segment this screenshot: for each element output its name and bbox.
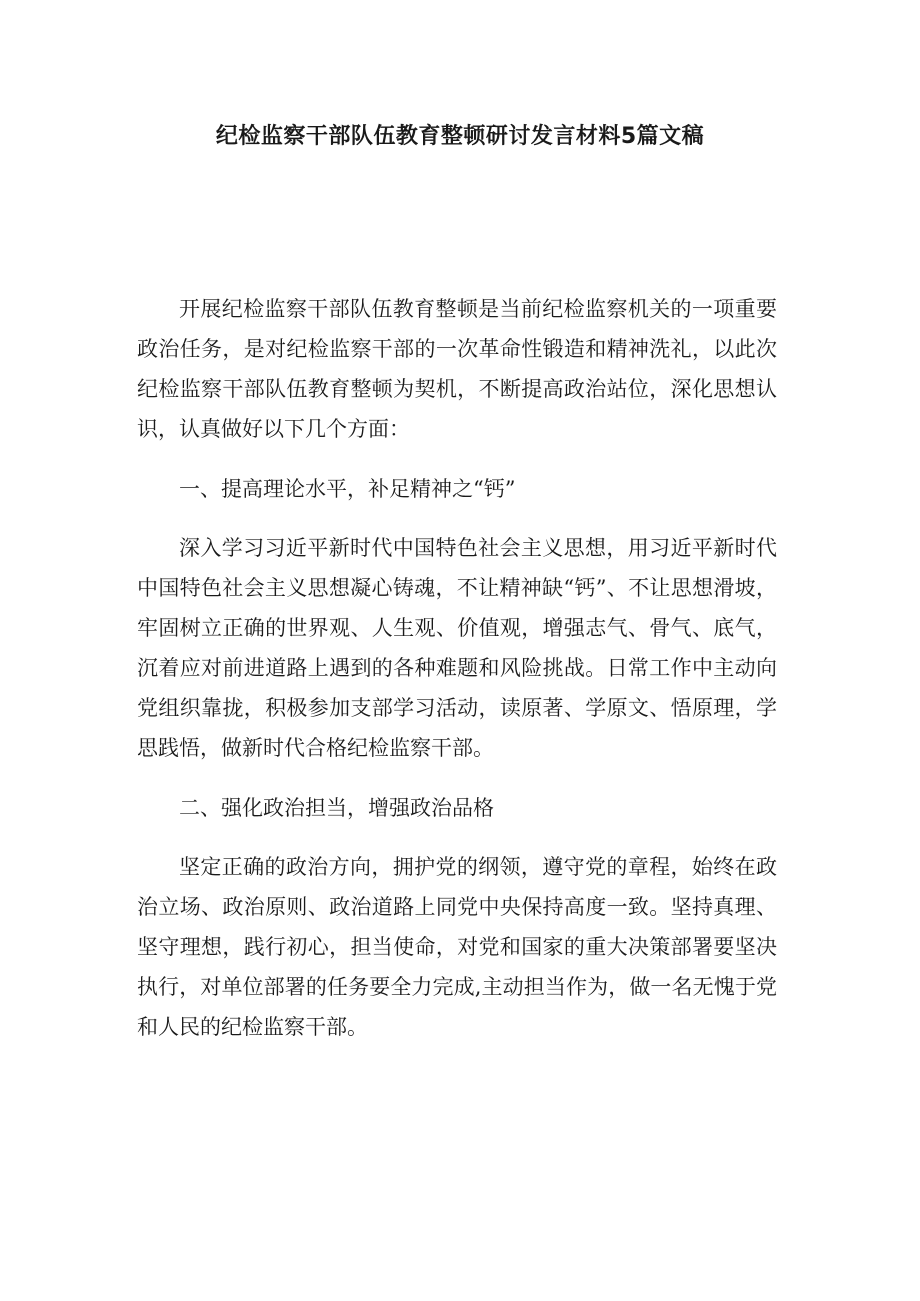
section-paragraph-2: 坚定正确的政治方向，拥护党的纲领，遵守党的章程，始终在政治立场、政治原则、政治道路上同党中央保持高度一致。坚持真理、坚守理想，践行初心，担当使命，对党和国家的重大决策部署要坚决执行，对单位部署的任务要全力完成,主动担当作为，做一名无愧于党和人民的纪检监察干部。 <box>137 855 777 1039</box>
section-paragraph-1: 深入学习习近平新时代中国特色社会主义思想，用习近平新时代中国特色社会主义思想凝心铸魂，不让精神缺“钙”、不让思想滑坡，牢固树立正确的世界观、人生观、价值观，增强志气、骨气、底气，沉着应对前进道路上遇到的各种难题和风险挑战。日常工作中主动向党组织靠拢，积极参加支部学习活动，读原著、学原文、悟原理，学思践悟，做新时代合格纪检监察干部。 <box>137 536 777 760</box>
section-heading-1: 一、提高理论水平，补足精神之“钙” <box>179 477 516 501</box>
document-body <box>137 289 777 1067</box>
document-title: 纪检监察干部队伍教育整顿研讨发言材料5篇文稿 <box>215 124 705 149</box>
section-heading-2: 二、强化政治担当，增强政治品格 <box>179 796 494 820</box>
intro-paragraph: 开展纪检监察干部队伍教育整顿是当前纪检监察机关的一项重要政治任务，是对纪检监察干部的一次革命性锻造和精神洗礼，以此次纪检监察干部队伍教育整顿为契机，不断提高政治站位，深化思想认识，认真做好以下几个方面： <box>137 297 777 441</box>
